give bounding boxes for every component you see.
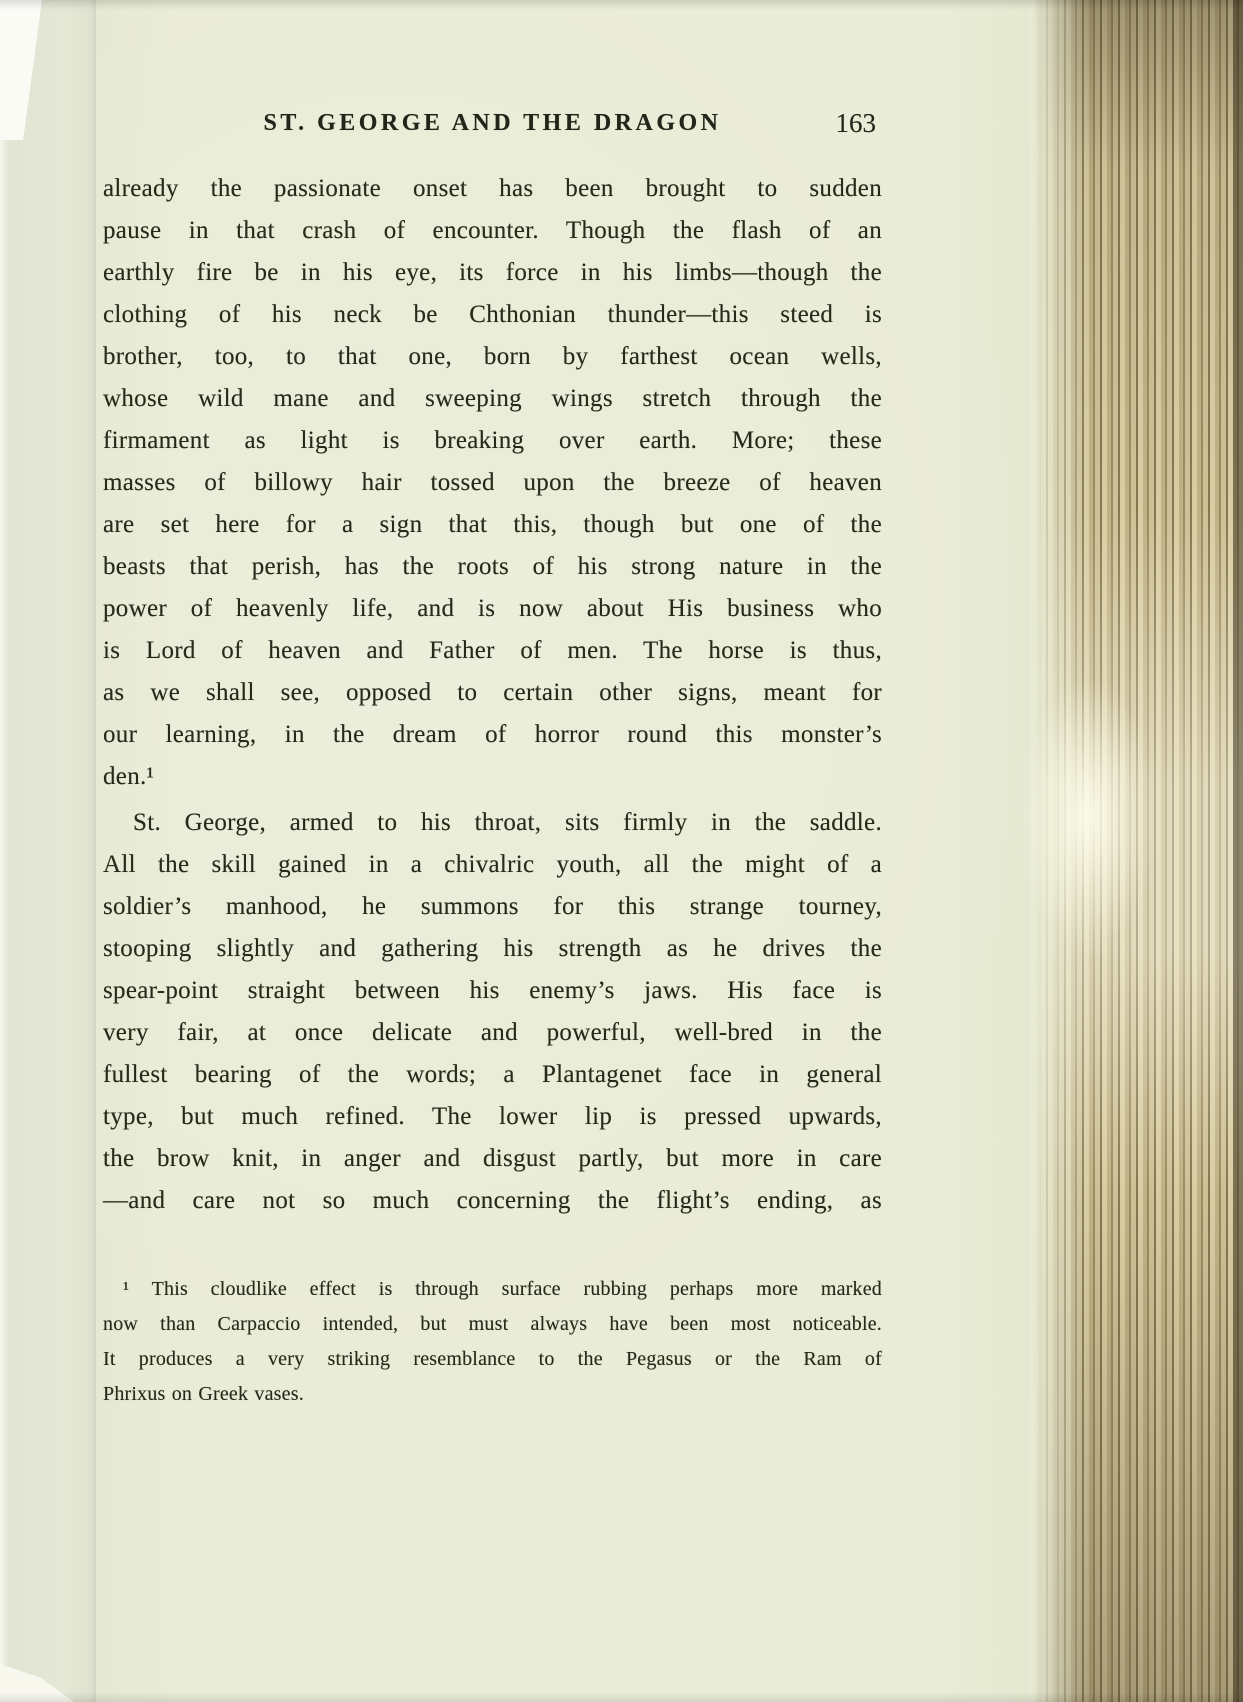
text-line: firmament as light is breaking over earth. More; these bbox=[103, 427, 882, 454]
text-line: type, but much refined. The lower lip is pressed upwards, bbox=[103, 1103, 882, 1130]
text-line: our learning, in the dream of horror round this monster’s bbox=[103, 721, 882, 748]
text-line: Phrixus on Greek vases. bbox=[103, 1383, 304, 1405]
text-line: den.¹ bbox=[103, 763, 155, 790]
text-line: very fair, at once delicate and powerful, well-bred in the bbox=[103, 1019, 882, 1046]
text-line: St. George, armed to his throat, sits firmly in the saddle. bbox=[133, 809, 882, 836]
footnote bbox=[103, 1272, 882, 1412]
page-number: 163 bbox=[835, 108, 876, 138]
paragraph-1 bbox=[103, 168, 882, 798]
text-line: ¹ This cloudlike effect is through surface rubbing perhaps more marked bbox=[123, 1278, 882, 1300]
text-line: brother, too, to that one, born by farthest ocean wells, bbox=[103, 343, 882, 370]
text-line: power of heavenly life, and is now about His business who bbox=[103, 595, 882, 622]
text-line: fullest bearing of the words; a Plantagenet face in general bbox=[103, 1061, 882, 1088]
text-line: are set here for a sign that this, though but one of the bbox=[103, 511, 882, 538]
text-line: earthly fire be in his eye, its force in his limbs—though the bbox=[103, 259, 882, 286]
body-text bbox=[103, 168, 882, 1222]
text-line: now than Carpaccio intended, but must always have been most noticeable. bbox=[103, 1313, 882, 1335]
text-line: spear-point straight between his enemy’s jaws. His face is bbox=[103, 977, 882, 1004]
paragraph-2 bbox=[103, 802, 882, 1222]
text-line: clothing of his neck be Chthonian thunder—this steed is bbox=[103, 301, 882, 328]
header-title: ST. GEORGE AND THE DRAGON bbox=[263, 110, 722, 136]
text-line: —and care not so much concerning the flight’s ending, as bbox=[103, 1187, 882, 1214]
text-line: All the skill gained in a chivalric youth, all the might of a bbox=[103, 851, 882, 878]
text-line: is Lord of heaven and Father of men. The horse is thus, bbox=[103, 637, 882, 664]
text-line: masses of billowy hair tossed upon the breeze of heaven bbox=[103, 469, 882, 496]
text-line: the brow knit, in anger and disgust partly, but more in care bbox=[103, 1145, 882, 1172]
text-line: stooping slightly and gathering his strength as he drives the bbox=[103, 935, 882, 962]
text-line: It produces a very striking resemblance to the Pegasus or the Ram of bbox=[103, 1348, 882, 1370]
text-line: already the passionate onset has been brought to sudden bbox=[103, 175, 882, 202]
text-line: soldier’s manhood, he summons for this strange tourney, bbox=[103, 893, 882, 920]
page-content bbox=[103, 0, 882, 1702]
text-line: beasts that perish, has the roots of his strong nature in the bbox=[103, 553, 882, 580]
text-line: pause in that crash of encounter. Though the flash of an bbox=[103, 217, 882, 244]
page-edge-highlight bbox=[1000, 635, 1175, 1000]
text-line: whose wild mane and sweeping wings stretch through the bbox=[103, 385, 882, 412]
running-header bbox=[103, 110, 882, 144]
left-page-margin-shadow bbox=[0, 0, 96, 1702]
text-line: as we shall see, opposed to certain other signs, meant for bbox=[103, 679, 882, 706]
